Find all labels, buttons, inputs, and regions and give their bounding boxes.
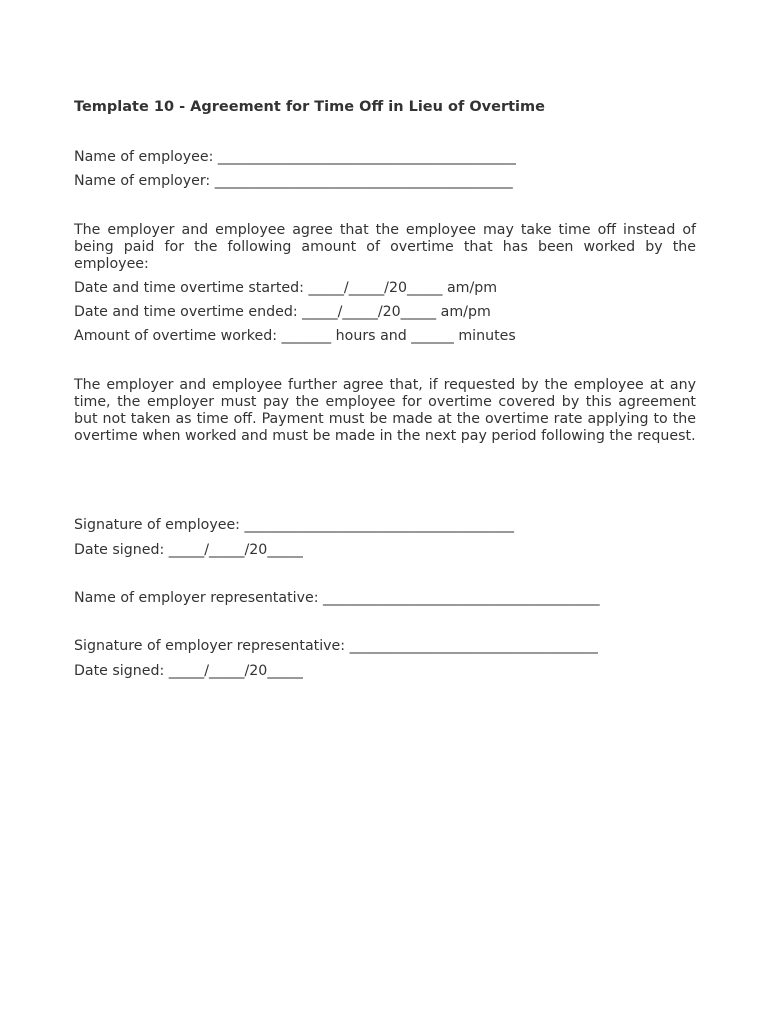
employee-date-signed-field: Date signed: _____/_____/20_____	[74, 542, 303, 558]
employer-name-field: Name of employer: __________________________________________	[74, 173, 513, 189]
overtime-started-field: Date and time overtime started: _____/_____/20_____ am/pm	[74, 280, 498, 296]
employer-representative-name-field: Name of employer representative: _______________________________________	[74, 590, 600, 606]
payment-paragraph: The employer and employee further agree that, if requested by the employee at any time, the employer must pay the employee for overtime covered by this agreement but not taken as time off. Payment must be made at the overtime rate applying to the overtime when worked and must be made in the next pay period following the request.	[74, 377, 696, 444]
employee-signature-field: Signature of employee: ______________________________________	[74, 517, 515, 533]
employer-representative-signature-field: Signature of employer representative: ___________________________________	[74, 638, 598, 654]
employer-representative-date-signed-field: Date signed: _____/_____/20_____	[74, 663, 303, 679]
overtime-amount-field: Amount of overtime worked: _______ hours and ______ minutes	[74, 328, 516, 344]
overtime-ended-field: Date and time overtime ended: _____/_____/20_____ am/pm	[74, 304, 491, 320]
employee-name-field: Name of employee: __________________________________________	[74, 149, 516, 165]
document-title: Template 10 - Agreement for Time Off in Lieu of Overtime	[74, 99, 545, 115]
agreement-paragraph: The employer and employee agree that the employee may take time off instead of being paid for the following amount of overtime that has been worked by the employee:	[74, 222, 696, 272]
